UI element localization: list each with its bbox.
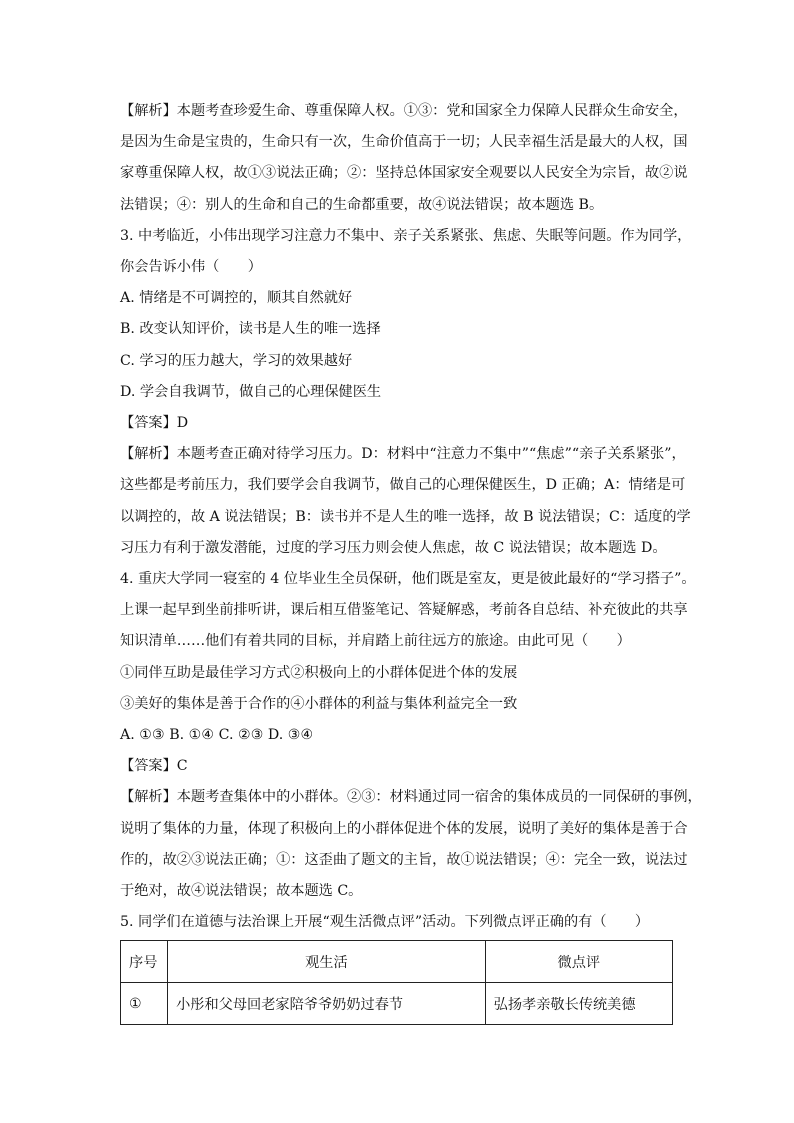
table-cell: 弘扬孝亲敬长传统美德: [485, 983, 672, 1025]
question-stem: 4. 重庆大学同一寝室的 4 位毕业生全员保研，他们既是室友，更是彼此最好的“学习搭子”。: [120, 571, 696, 588]
option-d: D. 学会自我调节，做自己的心理保健医生: [120, 383, 382, 400]
table-row: [121, 983, 673, 1025]
question-stem: 3. 中考临近，小伟出现学习注意力不集中、亲子关系紧张、焦虑、失眠等问题。作为同学，: [120, 227, 692, 244]
analysis-line: 以调控的，故 A 说法错误；B：读书并不是人生的唯一选择，故 B 说法错误；C：适度的学: [120, 508, 691, 525]
question-3: [120, 221, 692, 564]
options-line: A. ①③ B. ①④ C. ②③ D. ③④: [120, 727, 314, 744]
answer: 【答案】C: [120, 758, 188, 775]
option-a: A. 情绪是不可调控的，顺其自然就好: [120, 290, 353, 307]
question-stem: 你会告诉小伟（ ）: [120, 259, 262, 276]
analysis-line: 说明了集体的力量，体现了积极向上的小群体促进个体的发展，说明了美好的集体是善于合: [120, 820, 688, 837]
option-b: B. 改变认知评价，读书是人生的唯一选择: [120, 321, 381, 338]
analysis-line: 作的，故②③说法正确；①：这歪曲了题文的主旨，故①说法错误；④：完全一致，说法过: [120, 851, 688, 868]
document-page: [120, 96, 702, 1025]
evaluation-table: [120, 940, 673, 1025]
analysis-q2: [120, 96, 688, 221]
text-line: 法错误；④：别人的生命和自己的生命都重要，故④说法错误；故本题选 B。: [120, 196, 604, 213]
analysis-line: 于绝对，故④说法错误；故本题选 C。: [120, 883, 363, 900]
text-line: 家尊重保障人权，故①③说法正确；②：坚持总体国家安全观要以人民安全为宗旨，故②说: [120, 165, 688, 182]
statement-line: ①同伴互助是最佳学习方式②积极向上的小群体促进个体的发展: [120, 664, 518, 681]
question-stem: 5. 同学们在道德与法治课上开展“观生活微点评”活动。下列微点评正确的有（ ）: [120, 914, 650, 931]
text-line: 【解析】本题考查珍爱生命、尊重保障人权。①③：党和国家全力保障人民群众生命安全，: [120, 103, 688, 119]
statement-line: ③美好的集体是善于合作的④小群体的利益与集体利益完全一致: [120, 695, 518, 712]
analysis-line: 【解析】本题考查集体中的小群体。②③：材料通过同一宿舍的集体成员的一同保研的事例，: [120, 789, 702, 806]
analysis-line: 【解析】本题考查正确对待学习压力。D：材料中“注意力不集中”“焦虑”“亲子关系紧张”，: [120, 446, 686, 463]
question-stem: 上课一起早到坐前排听讲，课后相互借鉴笔记、答疑解惑，考前各自总结、补充彼此的共享: [120, 602, 688, 619]
text-line: 是因为生命是宝贵的，生命只有一次，生命价值高于一切；人民幸福生活是最大的人权，国: [120, 134, 688, 151]
question-stem: 知识清单……他们有着共同的目标，并肩踏上前往远方的旅途。由此可见（ ）: [120, 633, 631, 650]
table-header-row: [121, 941, 673, 983]
table-header-cell: 观生活: [168, 941, 486, 983]
table-header-cell: 微点评: [485, 941, 672, 983]
answer: 【答案】D: [120, 415, 189, 432]
option-c: C. 学习的压力越大，学习的效果越好: [120, 352, 353, 369]
analysis-line: 习压力有利于激发潜能，过度的学习压力则会使人焦虑，故 C 说法错误；故本题选 D。: [120, 539, 667, 556]
table-cell: ①: [121, 983, 168, 1025]
question-4: [120, 564, 702, 907]
table-cell: 小彤和父母回老家陪爷爷奶奶过春节: [168, 983, 486, 1025]
table-header-cell: 序号: [121, 941, 168, 983]
question-5: [120, 907, 676, 1025]
analysis-line: 这些都是考前压力，我们要学会自我调节，做自己的心理保健医生，D 正确；A：情绪是可: [120, 477, 686, 494]
